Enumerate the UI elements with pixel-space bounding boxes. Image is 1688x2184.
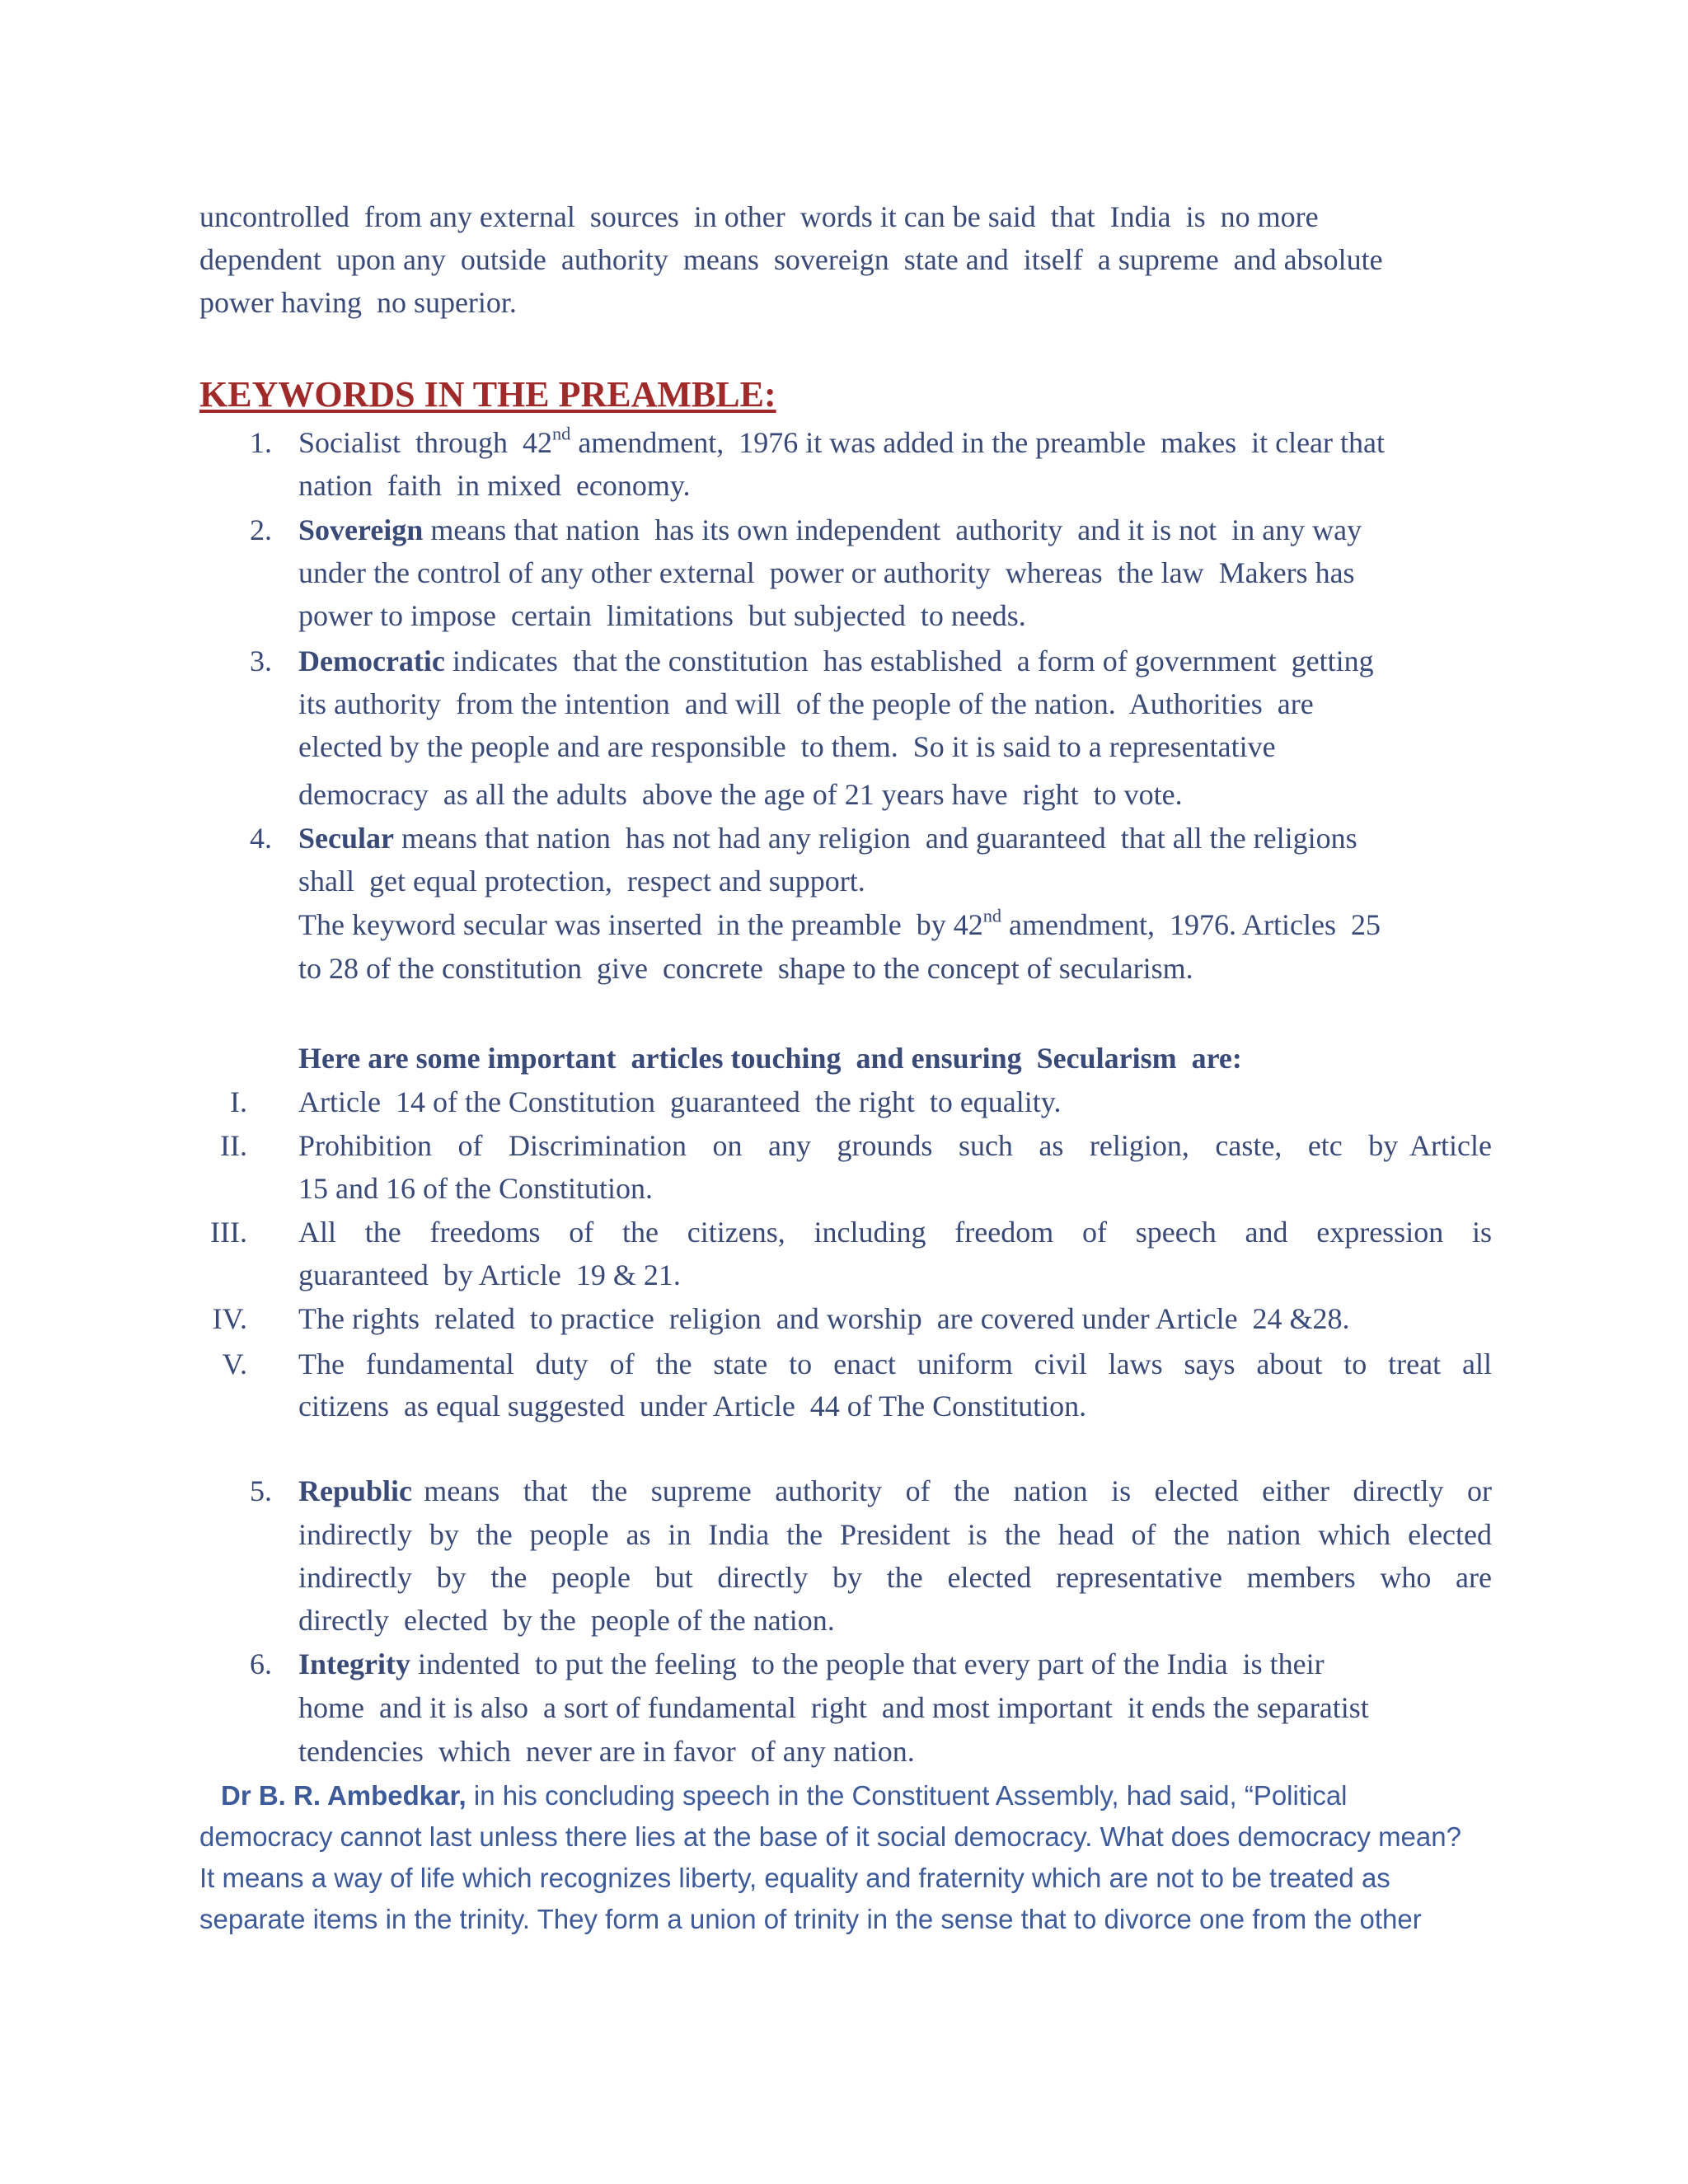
keyword-3-line-2: its authority from the intention and will of the people of the nation. Authorities are: [298, 687, 1314, 720]
list-number: 6.: [250, 1647, 272, 1680]
keyword-term: Democratic: [298, 644, 445, 677]
article-item-2-line-2: 15 and 16 of the Constitution.: [298, 1172, 653, 1205]
keyword-term: Republic: [298, 1474, 413, 1507]
article-item-4-line-1: The rights related to practice religion and worship are covered under Article 24 &28.: [298, 1302, 1350, 1335]
quote-line-4: separate items in the trinity. They form a union of trinity in the sense that to divorce one from the other: [199, 1904, 1422, 1934]
text-run: indented to put the feeling to the people that every part of the India is their: [410, 1647, 1325, 1680]
superscript: nd: [982, 905, 1002, 926]
keyword-4-line-4: to 28 of the constitution give concrete shape to the concept of secularism.: [298, 952, 1193, 985]
intro-line-2: dependent upon any outside authority means sovereign state and itself a supreme and absolute: [199, 243, 1383, 276]
keyword-1-line-2: nation faith in mixed economy.: [298, 469, 691, 502]
text-run: The keyword secular was inserted in the preamble by 42: [298, 908, 983, 941]
keyword-6-line-3: tendencies which never are in favor of any nation.: [298, 1735, 915, 1768]
article-item-3-line-2: guaranteed by Article 19 & 21.: [298, 1258, 681, 1291]
quote-line-2: democracy cannot last unless there lies at the base of it social democracy. What does democracy mean?: [199, 1821, 1461, 1852]
keyword-2-line-3: power to impose certain limitations but subjected to needs.: [298, 599, 1026, 632]
roman-number: II.: [220, 1129, 247, 1162]
list-number: 3.: [250, 644, 272, 677]
intro-line-1: uncontrolled from any external sources in other words it can be said that India is no more: [199, 200, 1319, 233]
keyword-term: Secular: [298, 822, 394, 855]
roman-number: III.: [210, 1216, 247, 1249]
keyword-term: Sovereign: [298, 513, 424, 546]
text-run: means that the supreme authority of the nation is elected either directly or: [412, 1474, 1492, 1507]
keyword-2-line-2: under the control of any other external power or authority whereas the law Makers has: [298, 556, 1355, 589]
intro-line-3: power having no superior.: [199, 286, 517, 319]
keyword-4-line-3: [298, 903, 1381, 946]
keyword-3-line-1: [298, 640, 1374, 682]
keyword-4-line-2: shall get equal protection, respect and support.: [298, 865, 865, 898]
keyword-4-line-1: [298, 817, 1357, 860]
text-run: amendment, 1976 it was added in the preamble makes it clear that: [570, 426, 1385, 459]
keyword-5-line-1: [298, 1469, 1492, 1512]
articles-intro: Here are some important articles touching and ensuring Secularism are:: [298, 1042, 1242, 1075]
article-item-1-line-1: Article 14 of the Constitution guaranteed the right to equality.: [298, 1085, 1062, 1118]
article-item-2-line-1: Prohibition of Discrimination on any grounds such as religion, caste, etc by Article: [298, 1129, 1492, 1162]
text-run: amendment, 1976. Articles 25: [1001, 908, 1381, 941]
superscript: nd: [552, 423, 571, 444]
keyword-1-line-1: [298, 421, 1385, 464]
keyword-5-line-2: indirectly by the people as in India the President is the head of the nation which elected: [298, 1518, 1492, 1551]
text-run: indicates that the constitution has established a form of government getting: [444, 644, 1374, 677]
article-item-5-line-1: The fundamental duty of the state to enact uniform civil laws says about to treat all: [298, 1347, 1492, 1380]
list-number: 4.: [250, 822, 272, 855]
roman-number: V.: [222, 1347, 247, 1380]
text-run: means that nation has not had any religion and guaranteed that all the religions: [393, 822, 1357, 855]
article-item-3-line-1: All the freedoms of the citizens, including freedom of speech and expression is: [298, 1216, 1492, 1249]
quote-line-3: It means a way of life which recognizes liberty, equality and fraternity which are not to be treated as: [199, 1863, 1390, 1893]
text-run: Socialist through 42: [298, 426, 552, 459]
keyword-3-line-3: elected by the people and are responsible to them. So it is said to a representative: [298, 730, 1276, 763]
section-heading: KEYWORDS IN THE PREAMBLE:: [199, 374, 776, 415]
keyword-2-line-1: [298, 509, 1362, 551]
quote-speaker: Dr B. R. Ambedkar,: [221, 1780, 467, 1811]
keyword-6-line-1: [298, 1643, 1325, 1685]
text-run: in his concluding speech in the Constituent Assembly, had said, “Political: [466, 1780, 1348, 1811]
roman-number: I.: [230, 1085, 247, 1118]
roman-number: IV.: [212, 1302, 247, 1335]
list-number: 5.: [250, 1474, 272, 1507]
keyword-5-line-3: indirectly by the people but directly by the elected representative members who are: [298, 1561, 1492, 1594]
keyword-term: Integrity: [298, 1647, 410, 1680]
keyword-5-line-4: directly elected by the people of the nation.: [298, 1604, 835, 1637]
keyword-6-line-2: home and it is also a sort of fundamental right and most important it ends the separatist: [298, 1691, 1369, 1724]
article-item-5-line-2: citizens as equal suggested under Article 44 of The Constitution.: [298, 1390, 1087, 1422]
list-number: 1.: [250, 426, 272, 459]
quote-line-1: [221, 1774, 1348, 1817]
list-number: 2.: [250, 513, 272, 546]
text-run: means that nation has its own independent authority and it is not in any way: [423, 513, 1362, 546]
keyword-3-line-4: democracy as all the adults above the age of 21 years have right to vote.: [298, 778, 1183, 811]
